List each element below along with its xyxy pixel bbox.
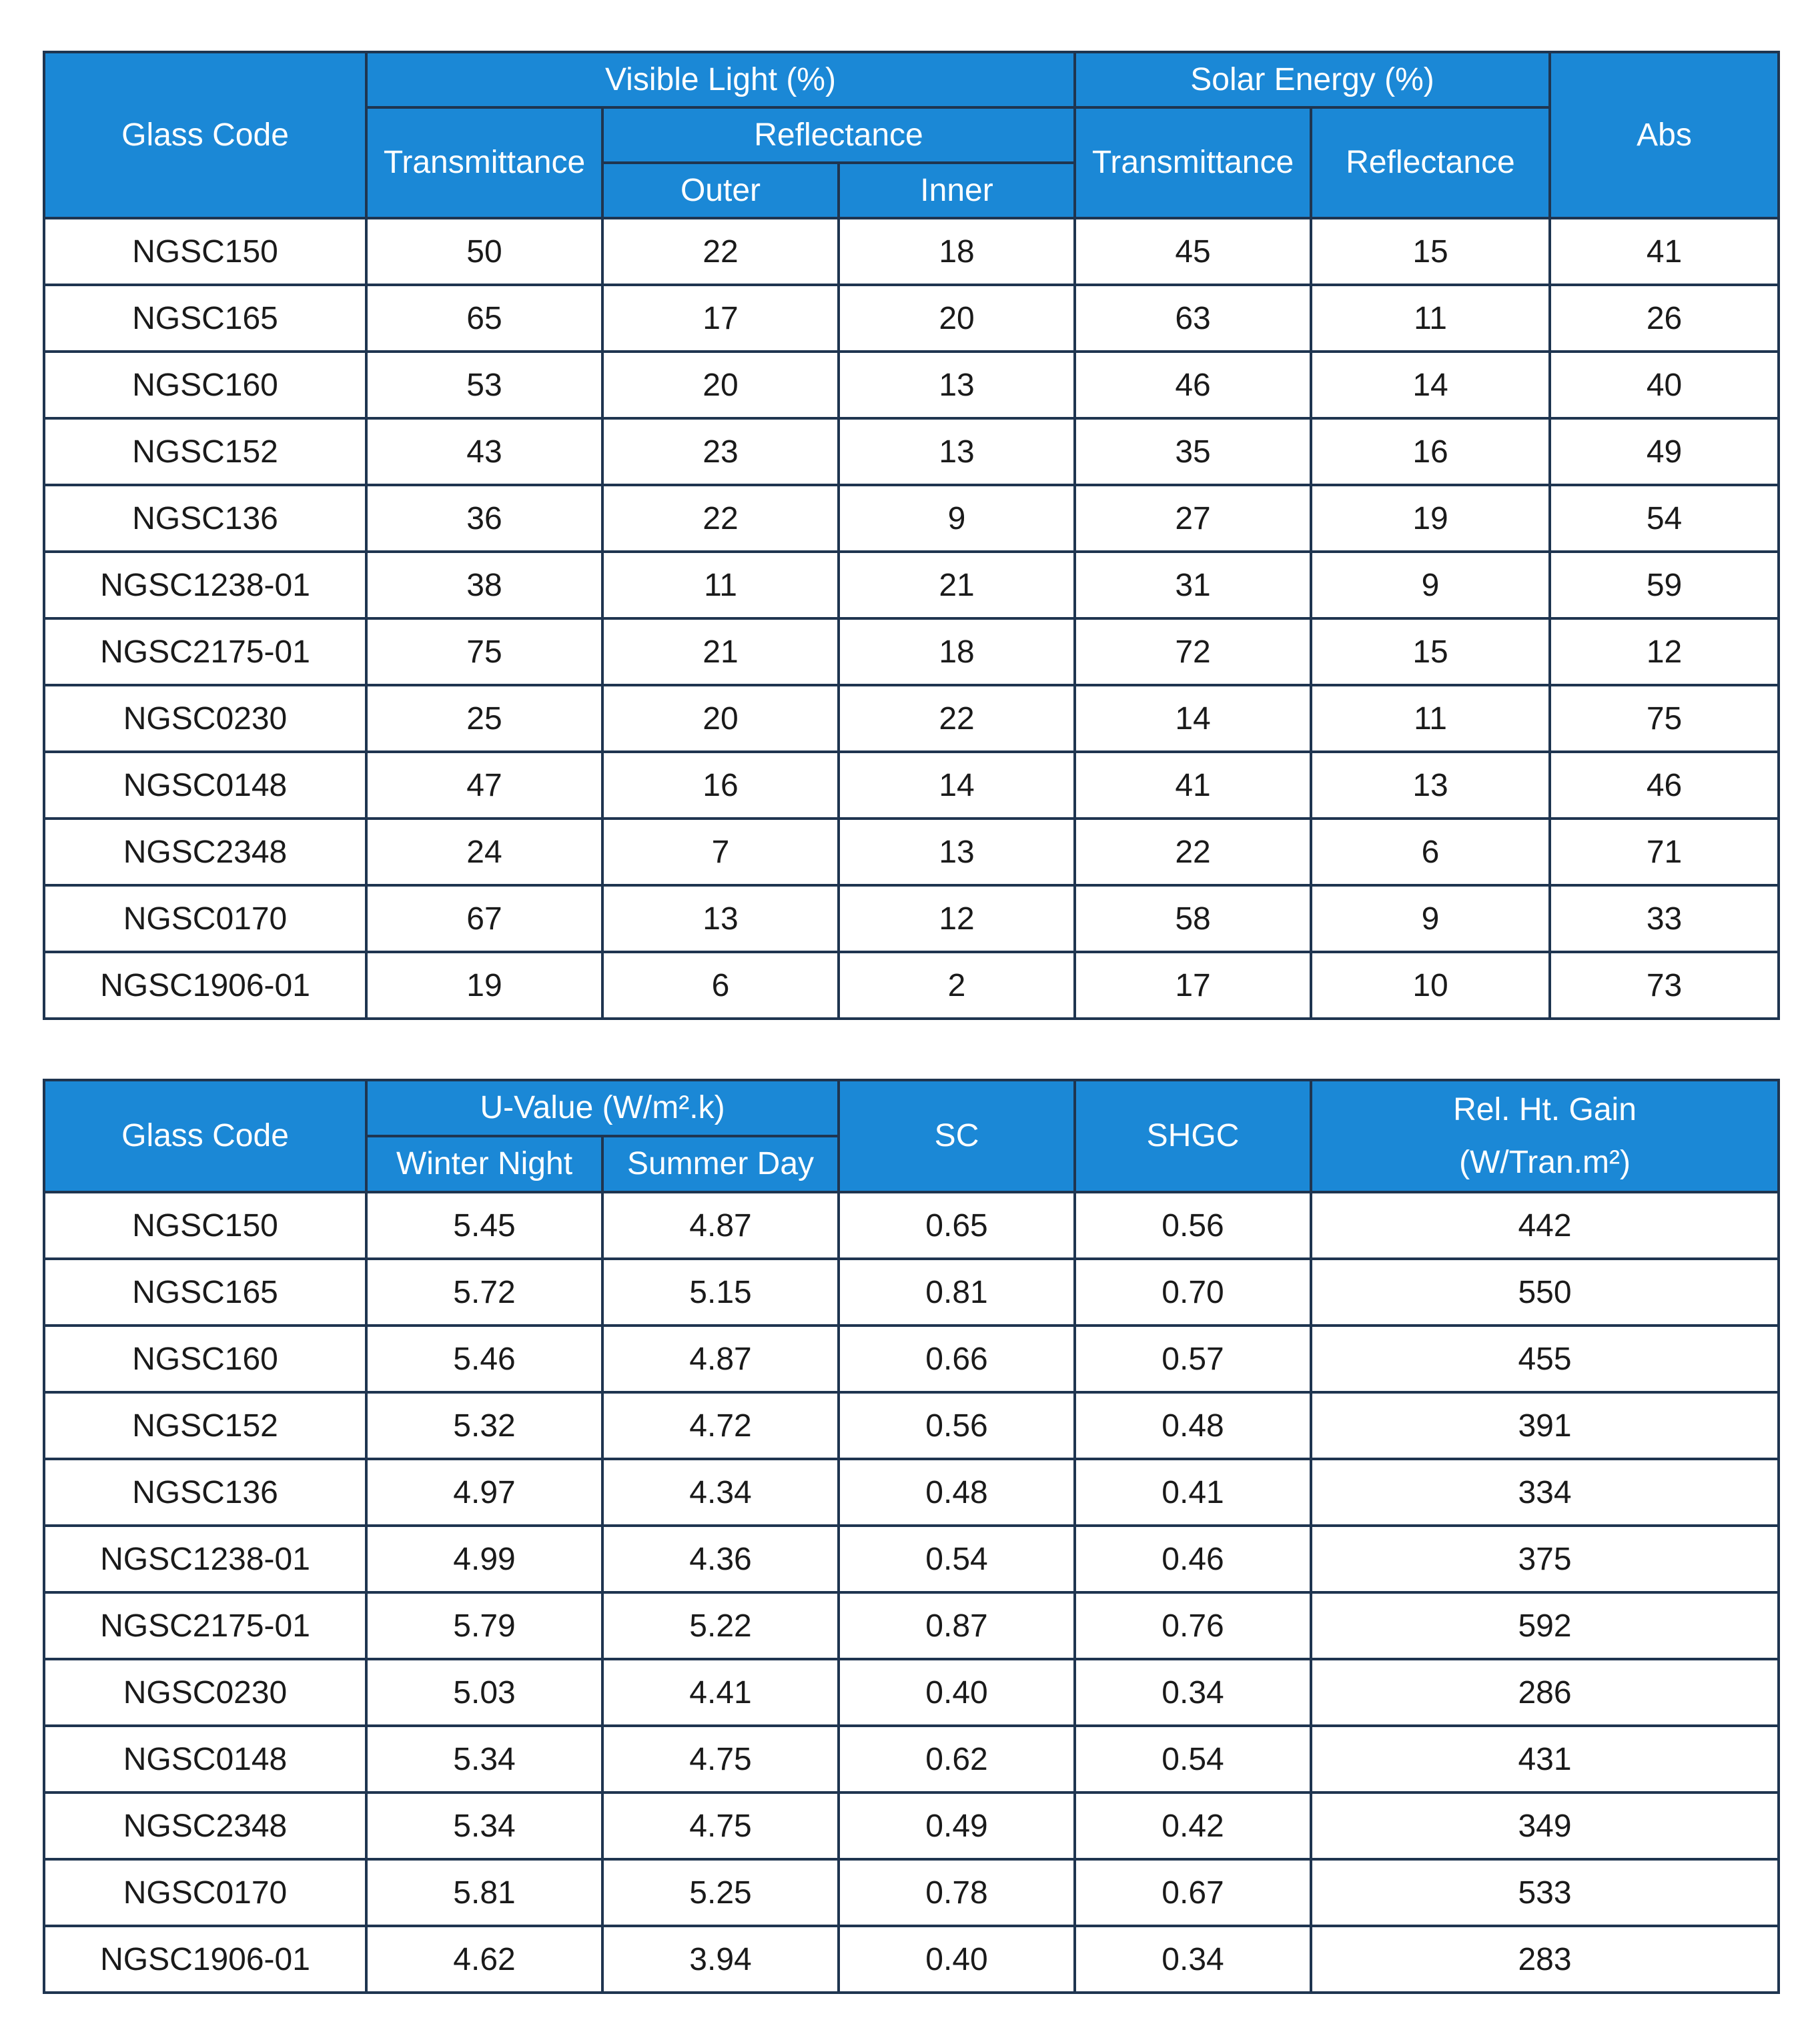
glass-code-cell: NGSC0148 [44,1726,366,1793]
u-value-winter-night-cell: 5.79 [366,1592,602,1659]
glass-code-cell: NGSC2175-01 [44,1592,366,1659]
shgc-cell: 0.76 [1075,1592,1311,1659]
glass-code-cell: NGSC1238-01 [44,552,366,618]
vl-reflectance-inner-cell: 9 [839,485,1075,552]
rel-ht-gain-cell: 349 [1311,1793,1779,1859]
vl-transmittance-cell: 50 [366,218,602,285]
glass-code-cell: NGSC150 [44,218,366,285]
se-reflectance-cell: 15 [1311,618,1550,685]
glass-code-cell: NGSC152 [44,418,366,485]
se-transmittance-cell: 35 [1075,418,1311,485]
rel-ht-gain-cell: 283 [1311,1926,1779,1993]
se-reflectance-cell: 14 [1311,352,1550,418]
glass-code-cell: NGSC160 [44,352,366,418]
summer-day-header: Summer Day [602,1136,839,1192]
table-row [44,1659,1779,1726]
vl-reflectance-inner-cell: 14 [839,752,1075,819]
glass-code-cell: NGSC1906-01 [44,1926,366,1993]
u-value-summer-day-cell: 4.72 [602,1392,839,1459]
abs-cell: 12 [1550,618,1779,685]
vl-reflectance-header: Reflectance [602,107,1075,163]
vl-reflectance-outer-cell: 23 [602,418,839,485]
vl-reflectance-outer-cell: 22 [602,218,839,285]
glass-code-cell: NGSC1238-01 [44,1526,366,1592]
table-row [44,1859,1779,1926]
sc-cell: 0.87 [839,1592,1075,1659]
u-value-winter-night-cell: 5.32 [366,1392,602,1459]
se-reflectance-header: Reflectance [1311,107,1550,218]
se-reflectance-cell: 11 [1311,685,1550,752]
glass-code-cell: NGSC152 [44,1392,366,1459]
abs-cell: 73 [1550,952,1779,1019]
table-row [44,885,1779,952]
shgc-header: SHGC [1075,1080,1311,1192]
vl-reflectance-inner-cell: 22 [839,685,1075,752]
abs-cell: 46 [1550,752,1779,819]
table-row [44,685,1779,752]
rel-ht-gain-cell: 550 [1311,1259,1779,1326]
shgc-cell: 0.54 [1075,1726,1311,1793]
abs-cell: 75 [1550,685,1779,752]
abs-cell: 26 [1550,285,1779,352]
se-reflectance-cell: 19 [1311,485,1550,552]
glass-code-cell: NGSC136 [44,485,366,552]
glass-code-header: Glass Code [44,52,366,218]
u-value-winter-night-cell: 4.99 [366,1526,602,1592]
u-value-winter-night-cell: 5.45 [366,1192,602,1259]
glass-code-cell: NGSC136 [44,1459,366,1526]
vl-reflectance-outer-cell: 20 [602,352,839,418]
glass-code-cell: NGSC165 [44,1259,366,1326]
table-row [44,952,1779,1019]
sc-cell: 0.40 [839,1659,1075,1726]
se-transmittance-cell: 27 [1075,485,1311,552]
table-row [44,819,1779,885]
vl-reflectance-inner-cell: 21 [839,552,1075,618]
u-value-summer-day-cell: 4.41 [602,1659,839,1726]
rel-ht-gain-cell: 286 [1311,1659,1779,1726]
sc-header: SC [839,1080,1075,1192]
vl-reflectance-outer-cell: 16 [602,752,839,819]
rel-ht-gain-cell: 455 [1311,1326,1779,1392]
glass-code-cell: NGSC165 [44,285,366,352]
se-transmittance-header: Transmittance [1075,107,1311,218]
sc-cell: 0.66 [839,1326,1075,1392]
u-value-winter-night-cell: 4.97 [366,1459,602,1526]
abs-cell: 49 [1550,418,1779,485]
shgc-cell: 0.70 [1075,1259,1311,1326]
se-transmittance-cell: 46 [1075,352,1311,418]
table-row [44,418,1779,485]
u-value-header: U-Value (W/m².k) [366,1080,839,1136]
se-transmittance-cell: 22 [1075,819,1311,885]
rel-ht-gain-cell: 334 [1311,1459,1779,1526]
se-reflectance-cell: 15 [1311,218,1550,285]
u-value-winter-night-cell: 5.34 [366,1793,602,1859]
rel-ht-gain-header [1311,1080,1779,1192]
se-transmittance-cell: 31 [1075,552,1311,618]
se-reflectance-cell: 10 [1311,952,1550,1019]
glass-code-cell: NGSC0148 [44,752,366,819]
sc-cell: 0.54 [839,1526,1075,1592]
abs-header: Abs [1550,52,1779,218]
table-row [44,1726,1779,1793]
vl-transmittance-cell: 65 [366,285,602,352]
vl-transmittance-cell: 19 [366,952,602,1019]
table-row [44,1192,1779,1259]
vl-reflectance-outer-cell: 6 [602,952,839,1019]
glass-code-cell: NGSC150 [44,1192,366,1259]
rel-ht-gain-cell: 375 [1311,1526,1779,1592]
u-value-winter-night-cell: 5.46 [366,1326,602,1392]
vl-reflectance-outer-cell: 22 [602,485,839,552]
vl-reflectance-inner-cell: 18 [839,618,1075,685]
sc-cell: 0.78 [839,1859,1075,1926]
vl-reflectance-outer-cell: 17 [602,285,839,352]
shgc-cell: 0.67 [1075,1859,1311,1926]
shgc-cell: 0.42 [1075,1793,1311,1859]
table-row [44,1592,1779,1659]
table-row [44,1259,1779,1326]
u-value-summer-day-cell: 3.94 [602,1926,839,1993]
rel-ht-gain-cell: 391 [1311,1392,1779,1459]
vl-transmittance-cell: 53 [366,352,602,418]
vl-reflectance-inner-cell: 13 [839,418,1075,485]
sc-cell: 0.40 [839,1926,1075,1993]
u-value-summer-day-cell: 4.34 [602,1459,839,1526]
visible-light-header: Visible Light (%) [366,52,1075,107]
glass-code-cell: NGSC0230 [44,1659,366,1726]
vl-reflectance-inner-cell: 13 [839,819,1075,885]
shgc-cell: 0.41 [1075,1459,1311,1526]
vl-reflectance-outer-cell: 13 [602,885,839,952]
se-reflectance-cell: 13 [1311,752,1550,819]
se-transmittance-cell: 14 [1075,685,1311,752]
abs-cell: 59 [1550,552,1779,618]
u-value-summer-day-cell: 5.25 [602,1859,839,1926]
shgc-cell: 0.48 [1075,1392,1311,1459]
sc-cell: 0.49 [839,1793,1075,1859]
u-value-summer-day-cell: 4.36 [602,1526,839,1592]
vl-transmittance-header: Transmittance [366,107,602,218]
rel-ht-gain-line1: Rel. Ht. Gain [1453,1091,1637,1127]
table-row [44,1793,1779,1859]
abs-cell: 41 [1550,218,1779,285]
sc-cell: 0.62 [839,1726,1075,1793]
u-value-summer-day-cell: 4.75 [602,1793,839,1859]
vl-reflectance-outer-cell: 20 [602,685,839,752]
glass-code-cell: NGSC2175-01 [44,618,366,685]
shgc-cell: 0.34 [1075,1926,1311,1993]
outer-header: Outer [602,163,839,218]
vl-reflectance-inner-cell: 20 [839,285,1075,352]
abs-cell: 33 [1550,885,1779,952]
vl-transmittance-cell: 25 [366,685,602,752]
u-value-winter-night-cell: 4.62 [366,1926,602,1993]
vl-reflectance-inner-cell: 18 [839,218,1075,285]
vl-reflectance-outer-cell: 21 [602,618,839,685]
se-reflectance-cell: 11 [1311,285,1550,352]
table-row [44,1392,1779,1459]
vl-reflectance-outer-cell: 7 [602,819,839,885]
vl-transmittance-cell: 43 [366,418,602,485]
abs-cell: 54 [1550,485,1779,552]
sc-cell: 0.48 [839,1459,1075,1526]
shgc-cell: 0.34 [1075,1659,1311,1726]
shgc-cell: 0.57 [1075,1326,1311,1392]
u-value-summer-day-cell: 4.75 [602,1726,839,1793]
u-value-summer-day-cell: 4.87 [602,1326,839,1392]
se-reflectance-cell: 9 [1311,885,1550,952]
glass-code-cell: NGSC2348 [44,819,366,885]
table-row [44,618,1779,685]
abs-cell: 71 [1550,819,1779,885]
se-reflectance-cell: 6 [1311,819,1550,885]
se-reflectance-cell: 9 [1311,552,1550,618]
shgc-cell: 0.56 [1075,1192,1311,1259]
vl-reflectance-inner-cell: 2 [839,952,1075,1019]
inner-header: Inner [839,163,1075,218]
u-value-winter-night-cell: 5.72 [366,1259,602,1326]
vl-transmittance-cell: 75 [366,618,602,685]
vl-transmittance-cell: 36 [366,485,602,552]
vl-reflectance-inner-cell: 13 [839,352,1075,418]
rel-ht-gain-cell: 533 [1311,1859,1779,1926]
thermal-properties-body [44,1192,1779,1993]
vl-transmittance-cell: 24 [366,819,602,885]
vl-transmittance-cell: 67 [366,885,602,952]
glass-code-cell: NGSC160 [44,1326,366,1392]
table-row [44,1326,1779,1392]
sc-cell: 0.56 [839,1392,1075,1459]
se-transmittance-cell: 58 [1075,885,1311,952]
vl-transmittance-cell: 47 [366,752,602,819]
table-row [44,1459,1779,1526]
rel-ht-gain-cell: 592 [1311,1592,1779,1659]
optical-properties-table [43,51,1780,1020]
winter-night-header: Winter Night [366,1136,602,1192]
table-row [44,1526,1779,1592]
vl-reflectance-inner-cell: 12 [839,885,1075,952]
table-row [44,285,1779,352]
sc-cell: 0.81 [839,1259,1075,1326]
vl-transmittance-cell: 38 [366,552,602,618]
table-row [44,352,1779,418]
u-value-summer-day-cell: 5.15 [602,1259,839,1326]
solar-energy-header: Solar Energy (%) [1075,52,1550,107]
glass-code-cell: NGSC1906-01 [44,952,366,1019]
u-value-winter-night-cell: 5.03 [366,1659,602,1726]
se-transmittance-cell: 41 [1075,752,1311,819]
u-value-winter-night-cell: 5.81 [366,1859,602,1926]
se-transmittance-cell: 45 [1075,218,1311,285]
se-reflectance-cell: 16 [1311,418,1550,485]
vl-reflectance-outer-cell: 11 [602,552,839,618]
table-row [44,485,1779,552]
se-transmittance-cell: 17 [1075,952,1311,1019]
glass-code-cell: NGSC0230 [44,685,366,752]
shgc-cell: 0.46 [1075,1526,1311,1592]
optical-properties-body [44,218,1779,1019]
table-row [44,218,1779,285]
glass-code-header: Glass Code [44,1080,366,1192]
rel-ht-gain-cell: 442 [1311,1192,1779,1259]
abs-cell: 40 [1550,352,1779,418]
rel-ht-gain-line2: (W/Tran.m²) [1459,1145,1631,1180]
table-row [44,752,1779,819]
thermal-properties-table [43,1079,1780,1994]
se-transmittance-cell: 72 [1075,618,1311,685]
sc-cell: 0.65 [839,1192,1075,1259]
se-transmittance-cell: 63 [1075,285,1311,352]
u-value-summer-day-cell: 4.87 [602,1192,839,1259]
table-row [44,1926,1779,1993]
u-value-summer-day-cell: 5.22 [602,1592,839,1659]
glass-code-cell: NGSC0170 [44,885,366,952]
glass-code-cell: NGSC2348 [44,1793,366,1859]
table-row [44,552,1779,618]
rel-ht-gain-cell: 431 [1311,1726,1779,1793]
u-value-winter-night-cell: 5.34 [366,1726,602,1793]
glass-code-cell: NGSC0170 [44,1859,366,1926]
